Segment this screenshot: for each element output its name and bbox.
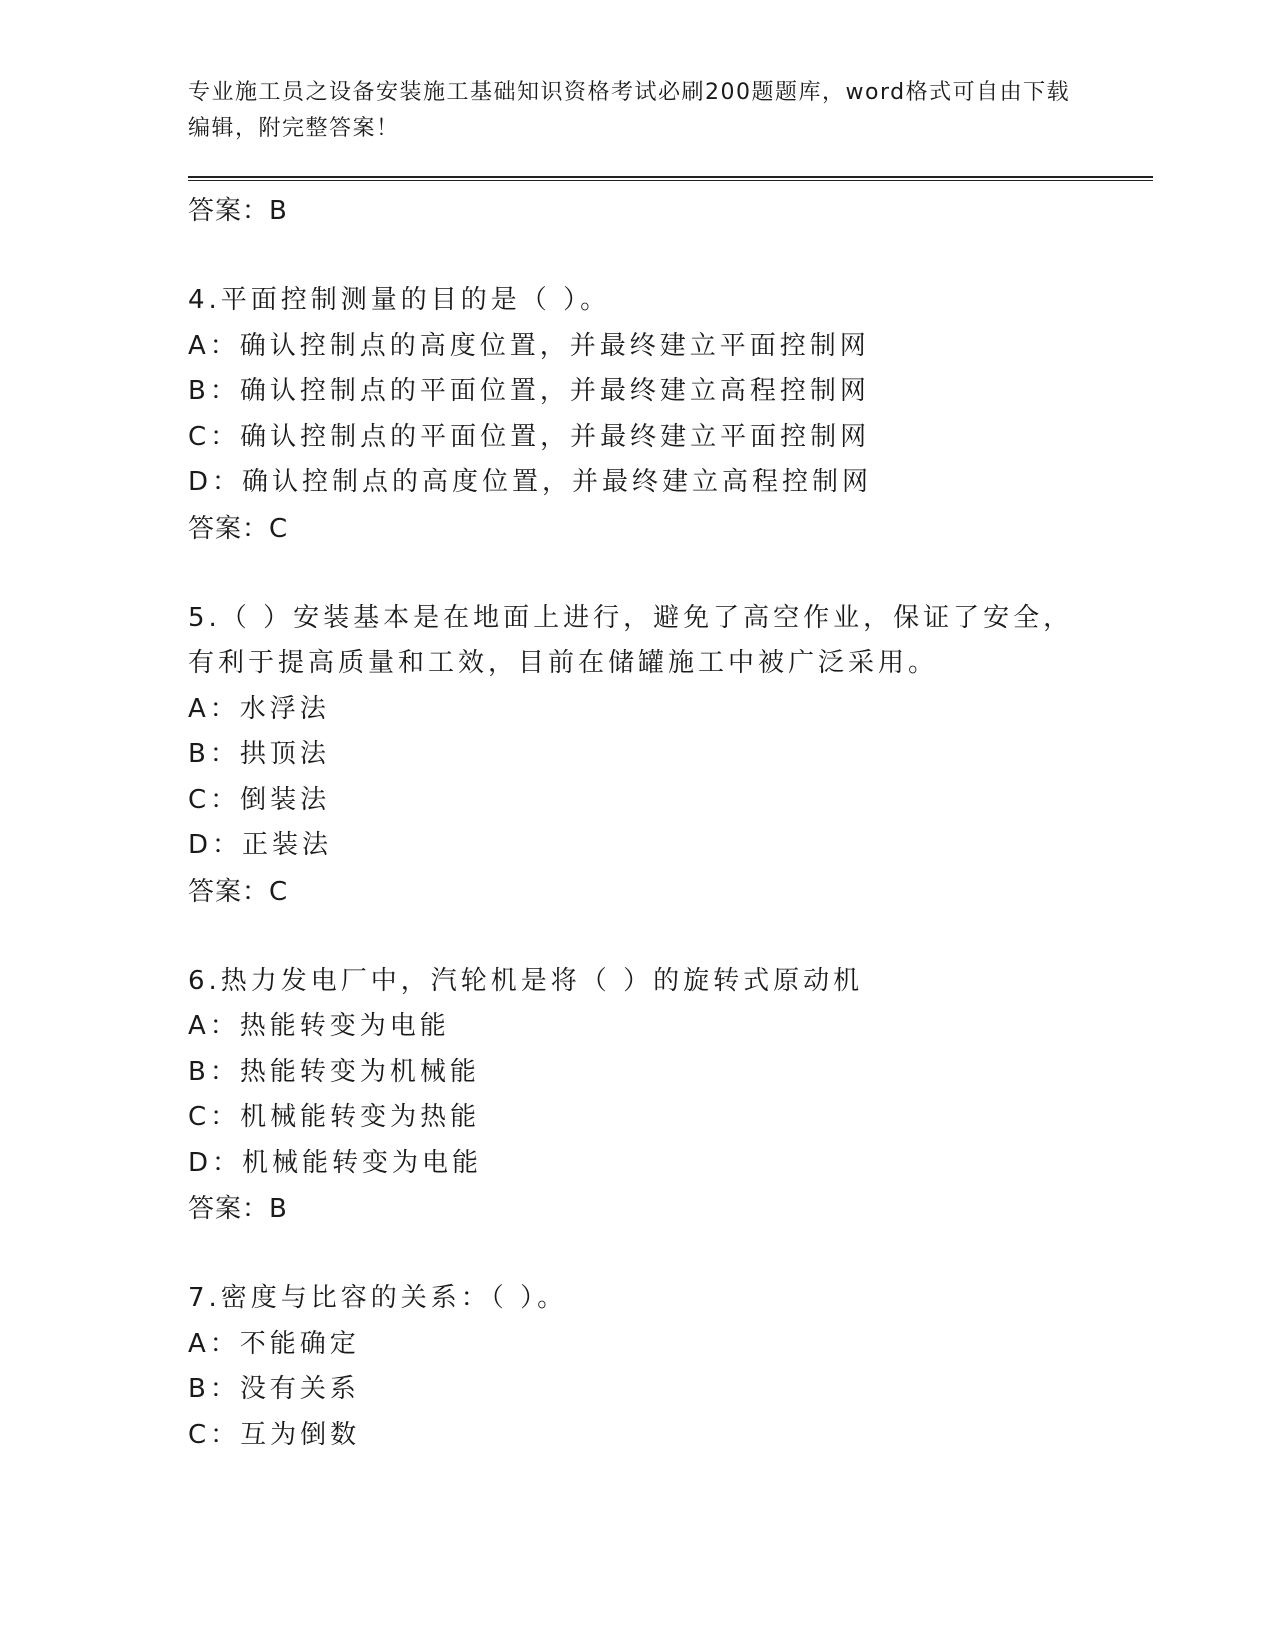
answer-text: 答案：C bbox=[188, 513, 289, 544]
spacer bbox=[188, 552, 1088, 596]
option-a: A：确认控制点的高度位置，并最终建立平面控制网 bbox=[188, 330, 870, 361]
answer-text: 答案：B bbox=[188, 196, 288, 226]
option-b: B：没有关系 bbox=[188, 1374, 360, 1404]
question-block bbox=[188, 278, 1088, 552]
spacer bbox=[188, 1232, 1088, 1276]
spacer bbox=[188, 915, 1088, 959]
page-header-title: 专业施工员之设备安装施工基础知识资格考试必刷200题题库，word格式可自由下载编辑，附完整答案！ bbox=[188, 80, 1071, 141]
option-c: C：互为倒数 bbox=[188, 1419, 361, 1450]
header-divider bbox=[188, 176, 1153, 181]
question-stem: 7.密度与比容的关系：（ ）。 bbox=[188, 1283, 568, 1313]
question-list bbox=[188, 188, 1088, 1458]
question-block bbox=[188, 1276, 1088, 1458]
answer-text: 答案：B bbox=[188, 1194, 288, 1224]
spacer bbox=[188, 234, 1088, 278]
answer-text: 答案：C bbox=[188, 876, 289, 907]
option-a: A：不能确定 bbox=[188, 1328, 360, 1359]
question-block bbox=[188, 596, 1088, 915]
option-d: D：机械能转变为电能 bbox=[188, 1147, 483, 1178]
option-d: D：正装法 bbox=[188, 830, 333, 860]
option-a: A：水浮法 bbox=[188, 693, 330, 724]
option-c: C：机械能转变为热能 bbox=[188, 1102, 481, 1132]
option-b: B：确认控制点的平面位置，并最终建立高程控制网 bbox=[188, 376, 870, 406]
question-stem: 5.（ ）安装基本是在地面上进行，避免了高空作业，保证了安全，有利于提高质量和工效，目前在储罐施工中被广泛采用。 bbox=[188, 602, 1074, 678]
option-b: B：热能转变为机械能 bbox=[188, 1056, 480, 1087]
question-stem: 4.平面控制测量的目的是（ ）。 bbox=[188, 285, 611, 315]
option-c: C：倒装法 bbox=[188, 784, 331, 815]
option-b: B：拱顶法 bbox=[188, 739, 330, 769]
option-a: A：热能转变为电能 bbox=[188, 1011, 450, 1041]
option-d: D：确认控制点的高度位置，并最终建立高程控制网 bbox=[188, 467, 873, 497]
option-c: C：确认控制点的平面位置，并最终建立平面控制网 bbox=[188, 421, 871, 452]
question-block bbox=[188, 959, 1088, 1233]
question-stem: 6.热力发电厂中，汽轮机是将（ ）的旋转式原动机 bbox=[188, 965, 864, 996]
